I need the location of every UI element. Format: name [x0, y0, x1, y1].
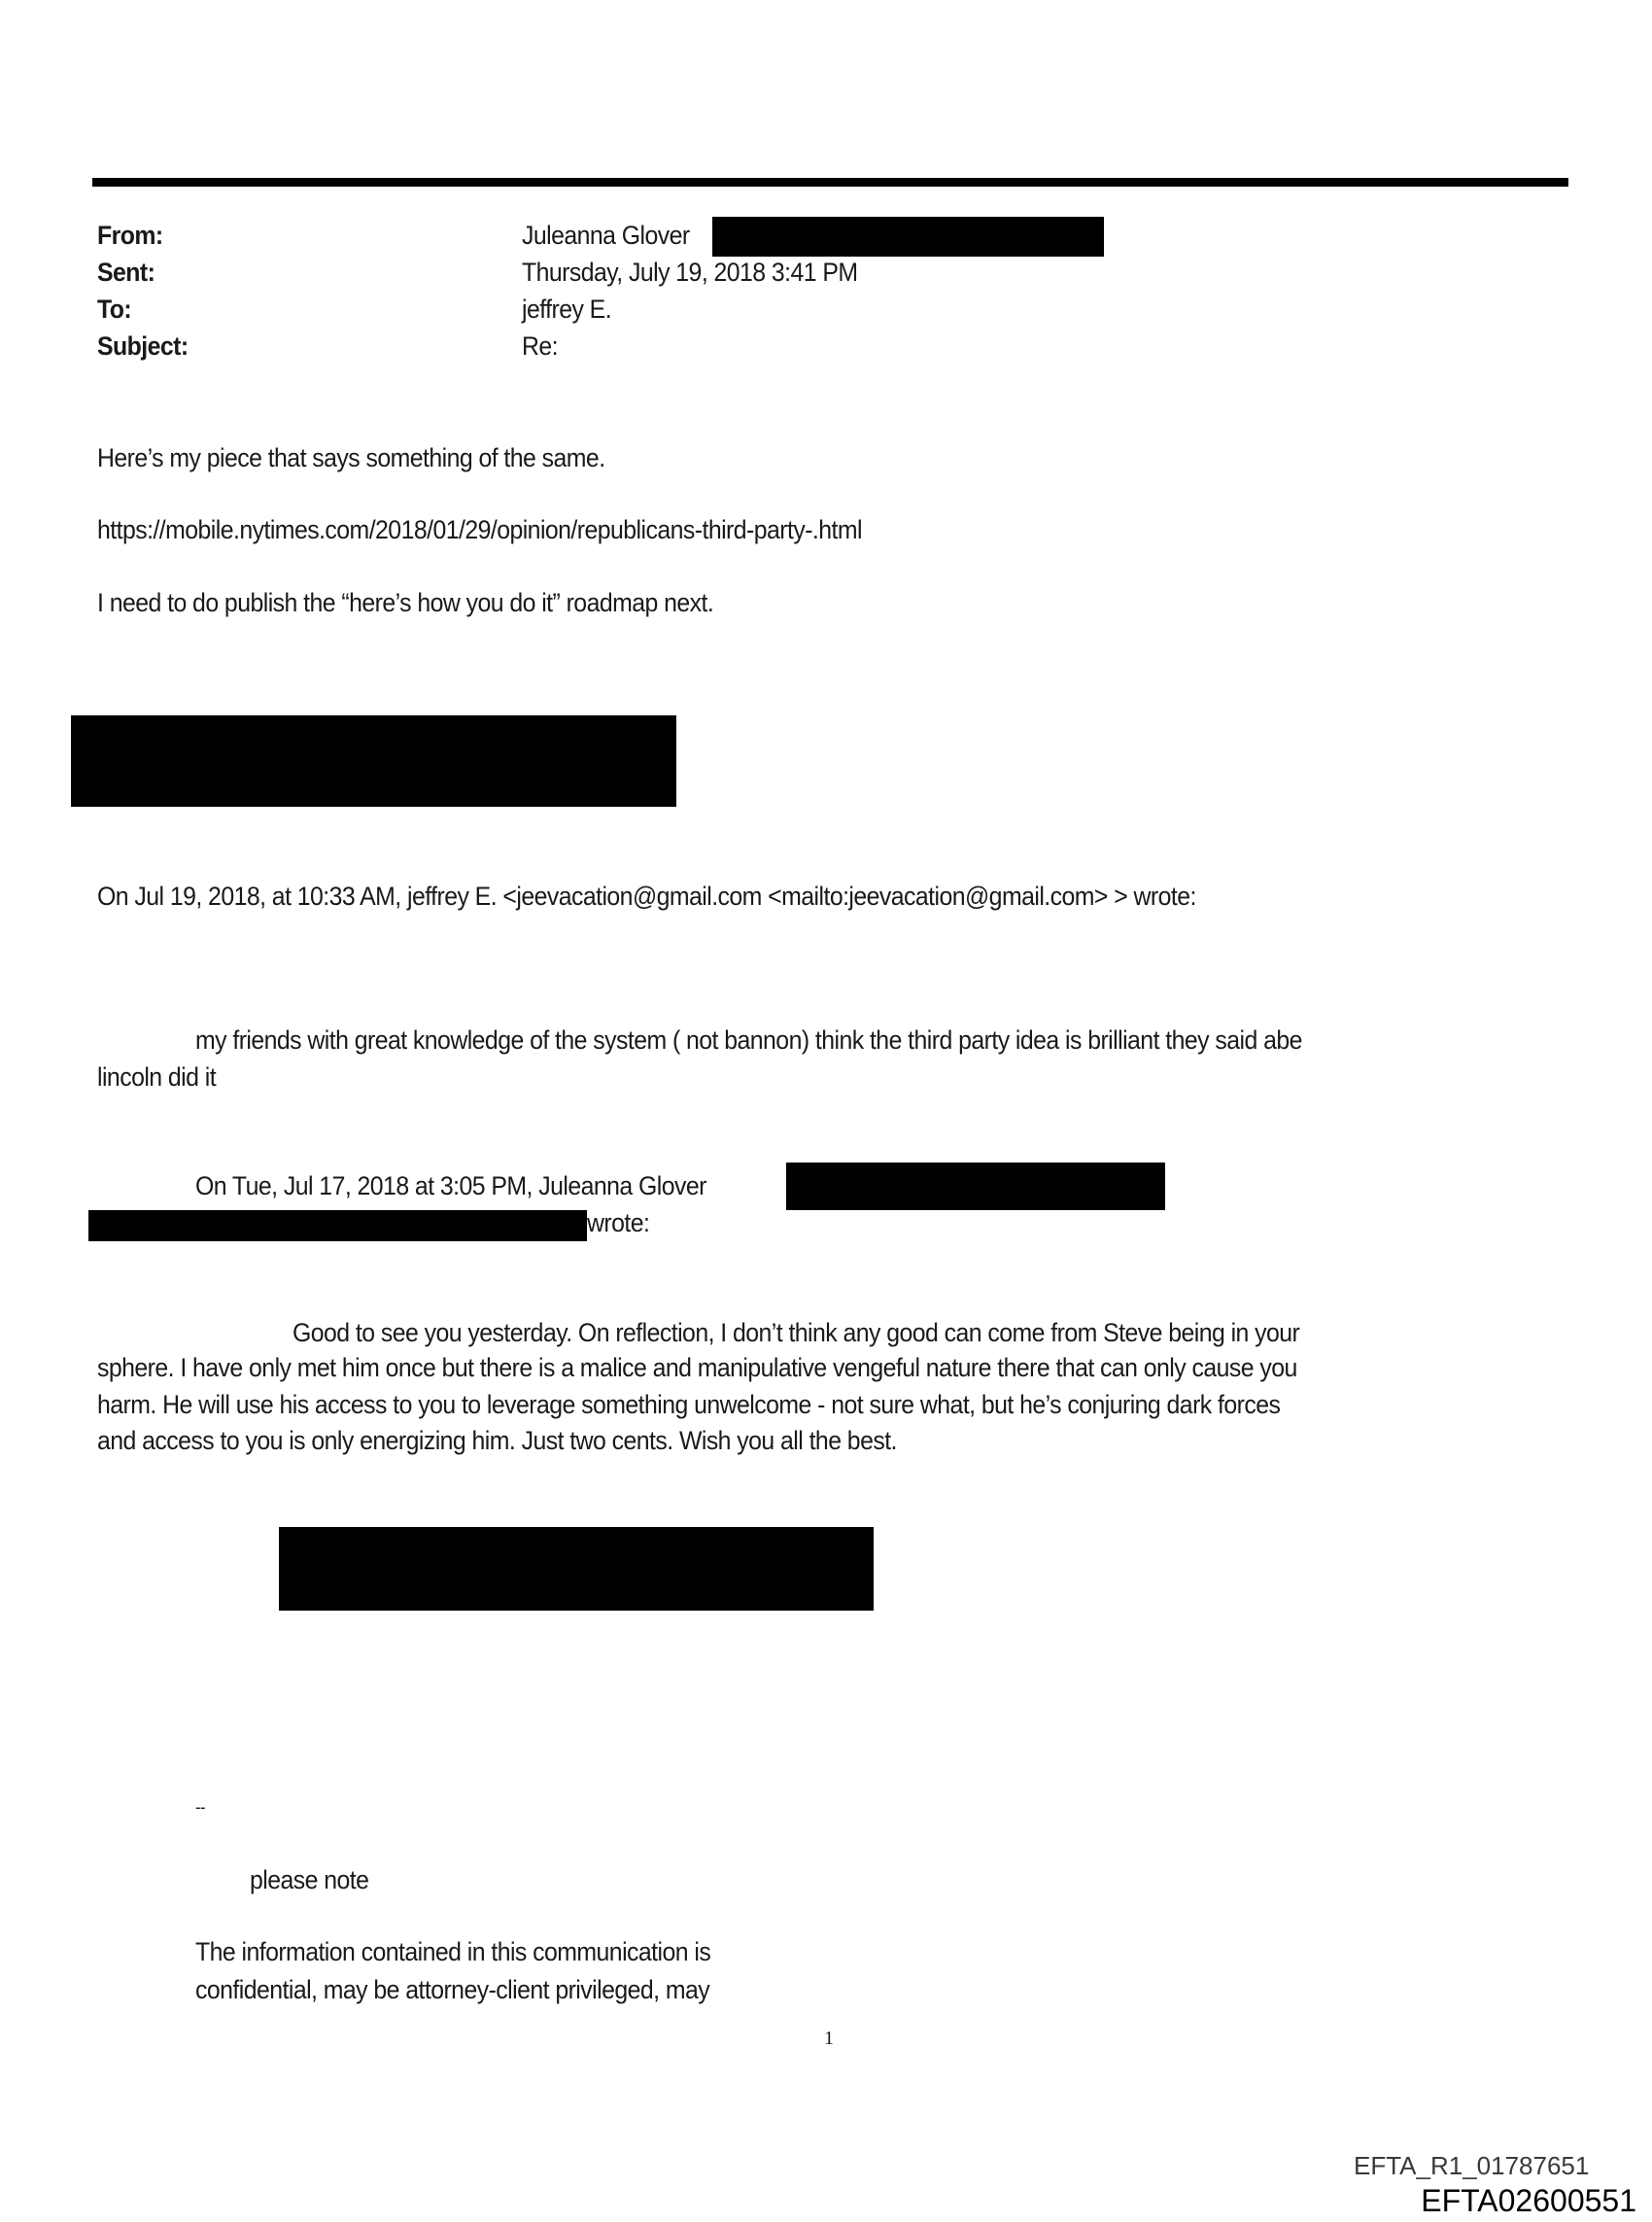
page-number: 1: [824, 2028, 834, 2049]
quote-text: my friends with great knowledge of the system ( not bannon) think the third party idea is brilliant they said abe: [195, 1025, 1302, 1055]
signature-note: please note: [250, 1865, 369, 1894]
quote-attribution: On Jul 19, 2018, at 10:33 AM, jeffrey E. <jeevacation@gmail.com <mailto:jeevacation@gmail.com> > wrote:: [97, 882, 1196, 911]
redaction-email-continued: [88, 1210, 587, 1241]
quote-text: lincoln did it: [97, 1062, 217, 1092]
body-line: Here’s my piece that says something of the same.: [97, 443, 605, 472]
redaction-from-email: [712, 217, 1104, 257]
article-link[interactable]: https://mobile.nytimes.com/2018/01/29/opinion/republicans-third-party-.html: [97, 515, 863, 544]
quote-text: harm. He will use his access to you to leverage something unwelcome - not sure what, but he’s conjuring dark forces: [97, 1390, 1281, 1419]
bates-number-r1: EFTA_R1_01787651: [1354, 2151, 1590, 2180]
redaction-email: [786, 1163, 1165, 1210]
quote-attribution: On Tue, Jul 17, 2018 at 3:05 PM, Juleanna Glover: [195, 1171, 706, 1200]
from-value: Juleanna Glover: [522, 221, 690, 250]
signature-separator: --: [195, 1797, 205, 1817]
redaction-signature: [279, 1527, 874, 1611]
from-label: From:: [97, 221, 163, 250]
subject-value: Re:: [522, 331, 559, 361]
quote-attribution-wrote: wrote:: [587, 1208, 650, 1237]
disclaimer-text: The information contained in this communication is: [195, 1937, 711, 1966]
header-rule: [92, 178, 1568, 187]
to-label: To:: [97, 295, 132, 324]
quote-text: Good to see you yesterday. On reflection, I don’t think any good can come from Steve being in your: [293, 1318, 1300, 1347]
subject-label: Subject:: [97, 331, 189, 361]
quote-text: sphere. I have only met him once but there is a malice and manipulative vengeful nature there that can only cause you: [97, 1353, 1297, 1382]
sent-label: Sent:: [97, 258, 155, 287]
bates-number: EFTA02600551: [1421, 2183, 1636, 2218]
disclaimer-text: confidential, may be attorney-client privileged, may: [195, 1975, 710, 2004]
redaction-signature: [71, 715, 676, 807]
quote-text: and access to you is only energizing him. Just two cents. Wish you all the best.: [97, 1426, 897, 1455]
to-value: jeffrey E.: [522, 295, 612, 324]
body-line: I need to do publish the “here’s how you do it” roadmap next.: [97, 588, 714, 617]
sent-value: Thursday, July 19, 2018 3:41 PM: [522, 258, 858, 287]
